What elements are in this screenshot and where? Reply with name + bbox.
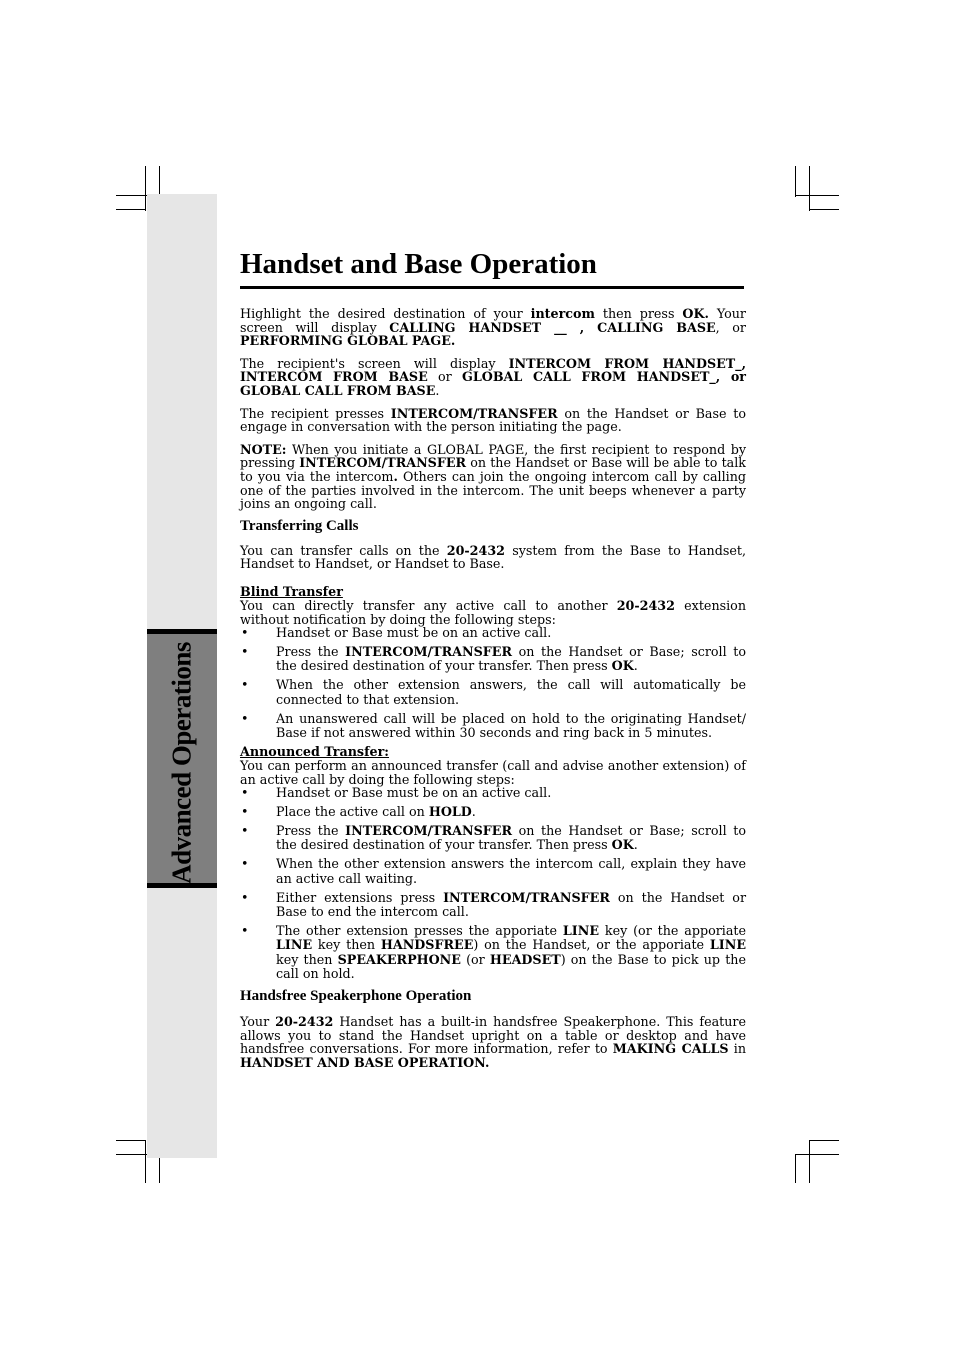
bullet-item: • Handset or Base must be on an active call.: [240, 626, 746, 640]
bullet-item: • Handset or Base must be on an active call.: [240, 786, 746, 800]
crop-mark: [116, 1140, 146, 1141]
bold-term: INTERCOM/TRANSFER: [390, 405, 558, 421]
transferring-calls-heading: Transferring Calls: [240, 517, 359, 534]
bold-term: LINE: [709, 937, 746, 953]
announced-transfer-steps: [240, 786, 746, 981]
bold-term: INTERCOM/TRANSFER: [345, 644, 512, 660]
bullet-item: • The other extension presses the apporiate LINE key (or the apporiate LINE key then HANDSFREE) on the Handset, or the apporiate LINE key then SPEAKERPHONE (or HEADSET) on the Base to pick up the call on hold.: [240, 924, 746, 981]
bold-term: LINE: [276, 937, 313, 953]
crop-mark: [809, 166, 810, 211]
bold-term: INTERCOM FROM HANDSET_, INTERCOM FROM BASE: [240, 355, 746, 385]
page-content: [240, 248, 746, 1069]
bold-term: HEADSET: [489, 951, 561, 967]
bullet-item: • Press the INTERCOM/TRANSFER on the Handset or Base; scroll to the desired destination of your transfer. Then press OK.: [240, 824, 746, 853]
bold-term: MAKING CALLS: [612, 1041, 729, 1057]
bold-term: LINE: [562, 922, 600, 938]
bold-term: .: [393, 468, 398, 484]
bold-term: INTERCOM/TRANSFER: [345, 823, 512, 839]
bold-term: GLOBAL CALL FROM HANDSET_, or GLOBAL CALL FROM BASE: [240, 369, 746, 398]
transferring-calls-text: You can transfer calls on the 20-2432 system from the Base to Handset, Handset to Handset, or Handset to Base.: [240, 542, 746, 572]
recipient-display-paragraph: The recipient's screen will display INTERCOM FROM HANDSET_, INTERCOM FROM BASE or GLOBAL CALL FROM HANDSET_, or GLOBAL CALL FROM BASE.: [240, 355, 746, 398]
bold-term: NOTE:: [240, 441, 287, 457]
bold-term: HOLD: [428, 804, 472, 820]
crop-mark: [145, 166, 146, 211]
bold-term: HANDSFREE: [380, 937, 474, 953]
crop-mark: [809, 209, 839, 210]
crop-mark: [116, 209, 146, 210]
bold-term: INTERCOM/TRANSFER: [299, 455, 467, 471]
blind-transfer-text: You can directly transfer any active call to another 20-2432 extension without notification by doing the following steps:: [240, 597, 746, 627]
crop-mark: [795, 1154, 796, 1183]
bold-term: HANDSET AND BASE OPERATION.: [240, 1054, 490, 1070]
bold-term: OK: [611, 658, 634, 674]
bullet-item: • Place the active call on HOLD.: [240, 805, 746, 819]
blind-transfer-steps: [240, 626, 746, 740]
crop-mark: [809, 1140, 810, 1183]
bold-term: SPEAKERPHONE: [337, 951, 461, 967]
handsfree-heading: Handsfree Speakerphone Operation: [240, 988, 472, 1005]
crop-mark: [159, 1154, 160, 1183]
bullet-item: • Either extensions press INTERCOM/TRANSFER on the Handset or Base to end the intercom call.: [240, 891, 746, 920]
section-tab: [147, 629, 217, 888]
announced-transfer-heading: Announced Transfer:: [240, 743, 389, 759]
crop-mark: [795, 166, 796, 197]
bold-term: 20-2432: [275, 1014, 334, 1030]
bold-term: intercom: [530, 306, 595, 321]
crop-mark: [809, 1140, 839, 1141]
section-tab-label: Advanced Operations: [166, 642, 197, 884]
bold-term: OK.: [682, 306, 709, 321]
recipient-press-paragraph: The recipient presses INTERCOM/TRANSFER on the Handset or Base to engage in conversation with the person initiating the page.: [240, 405, 746, 435]
bold-term: PERFORMING GLOBAL PAGE.: [240, 333, 456, 349]
blind-transfer-heading: Blind Transfer: [240, 583, 343, 599]
bullet-item: • Press the INTERCOM/TRANSFER on the Handset or Base; scroll to the desired destination of your transfer. Then press OK.: [240, 645, 746, 674]
bullet-item: • An unanswered call will be placed on hold to the originating Handset/ Base if not answered within 30 seconds and ring back in 5 minutes.: [240, 712, 746, 741]
page-title: Handset and Base Operation: [240, 248, 744, 289]
bold-term: INTERCOM/TRANSFER: [443, 889, 610, 905]
handsfree-text: Your 20-2432 Handset has a built-in handsfree Speakerphone. This feature allows you to stand the Handset upright on a table or desktop and have handsfree conversations. For more information, refer to MAKING CALLS in HANDSET AND BASE OPERATION.: [240, 1014, 747, 1070]
intro-paragraph: Highlight the desired destination of your intercom then press OK. Your screen will display CALLING HANDSET __ , CALLING BASE, or PERFORMING GLOBAL PAGE.: [240, 306, 746, 349]
bold-term: OK: [611, 837, 634, 853]
announced-transfer-text: You can perform an announced transfer (call and advise another extension) of an active call by doing the following steps:: [240, 757, 746, 787]
crop-mark: [145, 1140, 146, 1183]
bold-term: CALLING HANDSET __ , CALLING BASE: [389, 319, 716, 335]
bullet-item: • When the other extension answers the intercom call, explain they have an active call waiting.: [240, 857, 746, 886]
bullet-item: • When the other extension answers, the call will automatically be connected to that extension.: [240, 678, 746, 707]
crop-mark: [159, 166, 160, 197]
bold-term: 20-2432: [446, 542, 505, 558]
crop-mark: [795, 1154, 839, 1155]
crop-mark: [795, 195, 839, 196]
bold-term: 20-2432: [616, 597, 675, 613]
note-paragraph: NOTE: When you initiate a GLOBAL PAGE, the first recipient to respond by pressing INTERCOM/TRANSFER on the Handset or Base will be able to talk to you via the intercom. Others can join the ongoing intercom call by calling one of the parties involved in the intercom. The unit beeps whenever a party joins an ongoing call.: [240, 441, 746, 512]
